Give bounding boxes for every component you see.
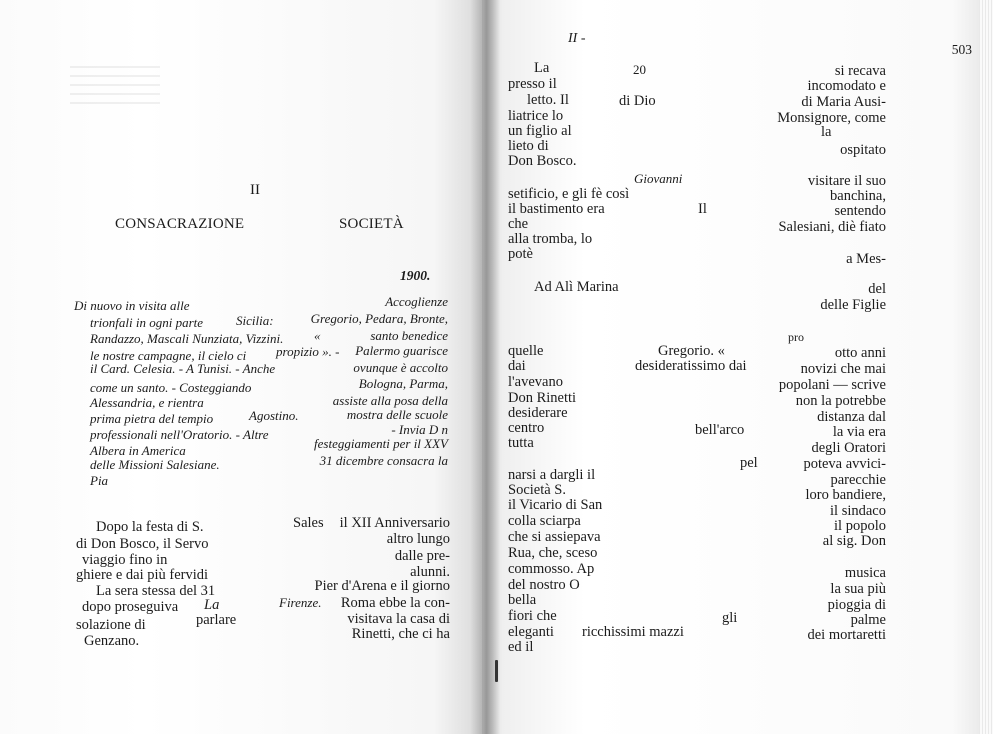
summary-line-left: Albera in America — [90, 443, 186, 458]
body-line-b: desideratissimo dai — [635, 358, 747, 374]
body-line-c: Il — [698, 201, 707, 217]
body-line-a: l'avevano — [508, 374, 563, 390]
body-line-left: Genzano. — [84, 633, 140, 649]
body-line-right: visitava la casa di — [347, 611, 450, 627]
body-line-a: La — [534, 60, 550, 76]
body-line-a: presso il — [508, 76, 557, 92]
summary-line-left: prima pietra del tempio — [90, 411, 214, 426]
body-line-b: Giovanni — [634, 171, 683, 186]
body-line-b: 20 — [633, 62, 646, 77]
summary-line-left: le nostre campagne, il cielo ci — [90, 348, 247, 363]
body-line-r: visitare il suo — [807, 173, 886, 189]
body-line-r: degli Oratori — [811, 440, 886, 456]
summary-line-mid: propizio ». - — [276, 344, 340, 359]
body-line-r: Monsignore, come — [777, 110, 886, 126]
body-line-r: loro bandiere, — [805, 487, 886, 503]
body-line-r: si recava — [834, 63, 886, 79]
body-line-a: Ad Alì Marina — [534, 279, 619, 295]
body-line-r: parecchie — [830, 472, 886, 488]
body-line-r: del — [868, 281, 886, 297]
summary-line-left: trionfali in ogni parte — [90, 315, 204, 330]
body-line-r: il popolo — [834, 518, 886, 534]
body-line-a: il Vicario di San — [508, 497, 603, 513]
summary-line-right: Palermo guarisce — [355, 343, 448, 358]
body-line-b: Gregorio. « — [658, 343, 725, 359]
body-line-a: un figlio al — [508, 123, 572, 139]
body-line-r: otto anni — [834, 345, 886, 361]
body-line-r: il sindaco — [830, 503, 886, 519]
body-line-a: eleganti — [508, 624, 554, 640]
summary-line-left: delle Missioni Salesiane. — [90, 457, 220, 472]
body-line-r: dei mortaretti — [807, 627, 886, 643]
summary-line-right: 31 dicembre consacra la — [319, 453, 448, 468]
summary-line-left: professionali nell'Oratorio. - Altre — [90, 427, 269, 442]
body-line-r: palme — [850, 612, 886, 628]
summary-line-left: come un santo. - Costeggiando — [90, 380, 252, 395]
body-line-left-2: La — [204, 597, 220, 613]
chapter-title-right: SOCIETÀ — [339, 216, 404, 232]
body-line-a: narsi a dargli il — [508, 467, 596, 483]
body-line-r: pro — [788, 330, 804, 344]
body-line-right: il XII Anniversario — [339, 515, 450, 531]
summary-line-right: festeggiamenti per il XXV — [314, 436, 448, 451]
page-number: 503 — [951, 42, 972, 57]
summary-line-mid: Sicilia: — [236, 313, 274, 328]
body-line-a: commosso. Ap — [508, 561, 595, 577]
body-line-right: alunni. — [410, 564, 450, 580]
body-line-c: bell'arco — [695, 422, 745, 438]
body-line-left-2: parlare — [196, 612, 237, 628]
body-line-r: incomodato e — [807, 78, 886, 94]
body-line-a: Rua, che, sceso — [508, 545, 598, 561]
body-line-right: Rinetti, che ci ha — [351, 626, 450, 642]
body-line-right: dalle pre- — [394, 548, 450, 564]
body-line-r: delle Figlie — [820, 297, 886, 313]
body-line-a: alla tromba, lo — [508, 231, 593, 247]
summary-line-right: ovunque è accolto — [353, 360, 448, 375]
body-line-mid: Firenze. — [279, 595, 322, 610]
chapter-title-left: CONSACRAZIONE — [115, 216, 245, 232]
body-line-r: poteva avvici- — [803, 456, 886, 472]
body-line-r: di Maria Ausi- — [801, 94, 886, 110]
right-page — [482, 0, 993, 734]
body-line-r: pioggia di — [827, 597, 886, 613]
body-line-a: lieto di — [508, 138, 549, 154]
show-through-text — [70, 66, 160, 110]
summary-line-right: santo benedice — [370, 328, 448, 343]
body-line-r: ospitato — [840, 142, 886, 158]
body-line-r: al sig. Don — [822, 533, 886, 549]
body-line-r: la sua più — [830, 581, 886, 597]
body-line-mid: Sales — [293, 515, 324, 531]
chapter-number: II — [250, 182, 260, 198]
body-line-right: Pier d'Arena e il giorno — [314, 578, 450, 594]
summary-line-right: Bologna, Parma, — [358, 376, 448, 391]
summary-line-left: Pia — [90, 473, 109, 488]
body-line-r: novizi che mai — [800, 361, 886, 377]
left-page — [0, 0, 482, 734]
body-line-right: Roma ebbe la con- — [340, 595, 450, 611]
body-line-left: dopo proseguiva — [82, 599, 179, 615]
summary-line-right: mostra delle scuole — [346, 407, 448, 422]
summary-line-mid: « — [314, 328, 321, 343]
body-line-a: che si assiepava — [508, 529, 601, 545]
body-line-a: letto. Il — [527, 92, 569, 108]
body-line-r: Salesiani, diè fiato — [778, 219, 886, 235]
body-line-a: che — [508, 216, 529, 232]
body-line-a: potè — [508, 246, 533, 262]
body-line-b: ricchissimi mazzi — [582, 624, 684, 640]
summary-line-left: Alessandria, e rientra — [90, 395, 204, 410]
body-line-r: musica — [844, 565, 886, 581]
body-line-a: Don Rinetti — [508, 390, 577, 406]
body-line-a: il bastimento era — [508, 201, 605, 217]
body-line-a: tutta — [508, 435, 534, 451]
body-line-r: non la potrebbe — [795, 393, 886, 409]
chapter-year: 1900. — [400, 268, 431, 283]
body-line-left: solazione di — [76, 617, 146, 633]
body-line-left: La sera stessa del 31 — [96, 583, 216, 599]
body-line-r: banchina, — [830, 188, 886, 204]
page-edge — [979, 0, 993, 734]
body-line-left: di Don Bosco, il Servo — [76, 536, 209, 552]
body-line-c: pel — [740, 455, 758, 471]
body-line-r: la via era — [832, 424, 886, 440]
body-line-a: liatrice lo — [508, 108, 564, 124]
summary-line-left: Randazzo, Mascali Nunziata, Vizzini. — [90, 331, 284, 346]
body-line-r: distanza dal — [817, 409, 886, 425]
body-line-left: viaggio fino in — [82, 552, 168, 568]
body-line-right: altro lungo — [386, 531, 450, 547]
body-line-r: a Mes- — [846, 251, 886, 267]
body-line-r: la — [821, 124, 832, 140]
summary-line-right: - Invia D n — [391, 422, 448, 437]
summary-line-left: Di nuovo in visita alle — [74, 298, 190, 313]
summary-line-mid: Agostino. — [249, 408, 299, 423]
body-line-b: di Dio — [619, 93, 656, 109]
summary-line-left: il Card. Celesia. - A Tunisi. - Anche — [90, 361, 276, 376]
body-line-a: ed il — [508, 639, 534, 655]
summary-line-right: Gregorio, Pedara, Bronte, — [310, 311, 448, 326]
body-line-a: setificio, e gli fè così — [508, 186, 630, 202]
body-line-r: sentendo — [834, 203, 886, 219]
summary-line-right: Accoglienze — [385, 294, 448, 309]
body-line-a: dai — [508, 358, 526, 374]
book-gutter — [470, 0, 500, 734]
body-line-a: centro — [508, 420, 545, 436]
body-line-a: bella — [508, 592, 537, 608]
body-line-a: fiori che — [508, 608, 557, 624]
body-line-a: Don Bosco. — [508, 153, 577, 169]
body-line-a: desiderare — [508, 405, 568, 421]
body-line-a: del nostro O — [508, 577, 580, 593]
body-line-a: Società S. — [508, 482, 566, 498]
body-line-c: gli — [722, 610, 738, 626]
running-head: II - — [568, 31, 586, 46]
body-line-a: quelle — [508, 343, 544, 359]
body-line-a: colla sciarpa — [508, 513, 581, 529]
summary-line-right: assiste alla posa della — [332, 393, 448, 408]
body-line-r: popolani — scrive — [778, 377, 886, 393]
body-line-left: ghiere e dai più fervidi — [76, 567, 209, 583]
ink-mark — [495, 660, 498, 682]
body-line-left: Dopo la festa di S. — [96, 519, 204, 535]
